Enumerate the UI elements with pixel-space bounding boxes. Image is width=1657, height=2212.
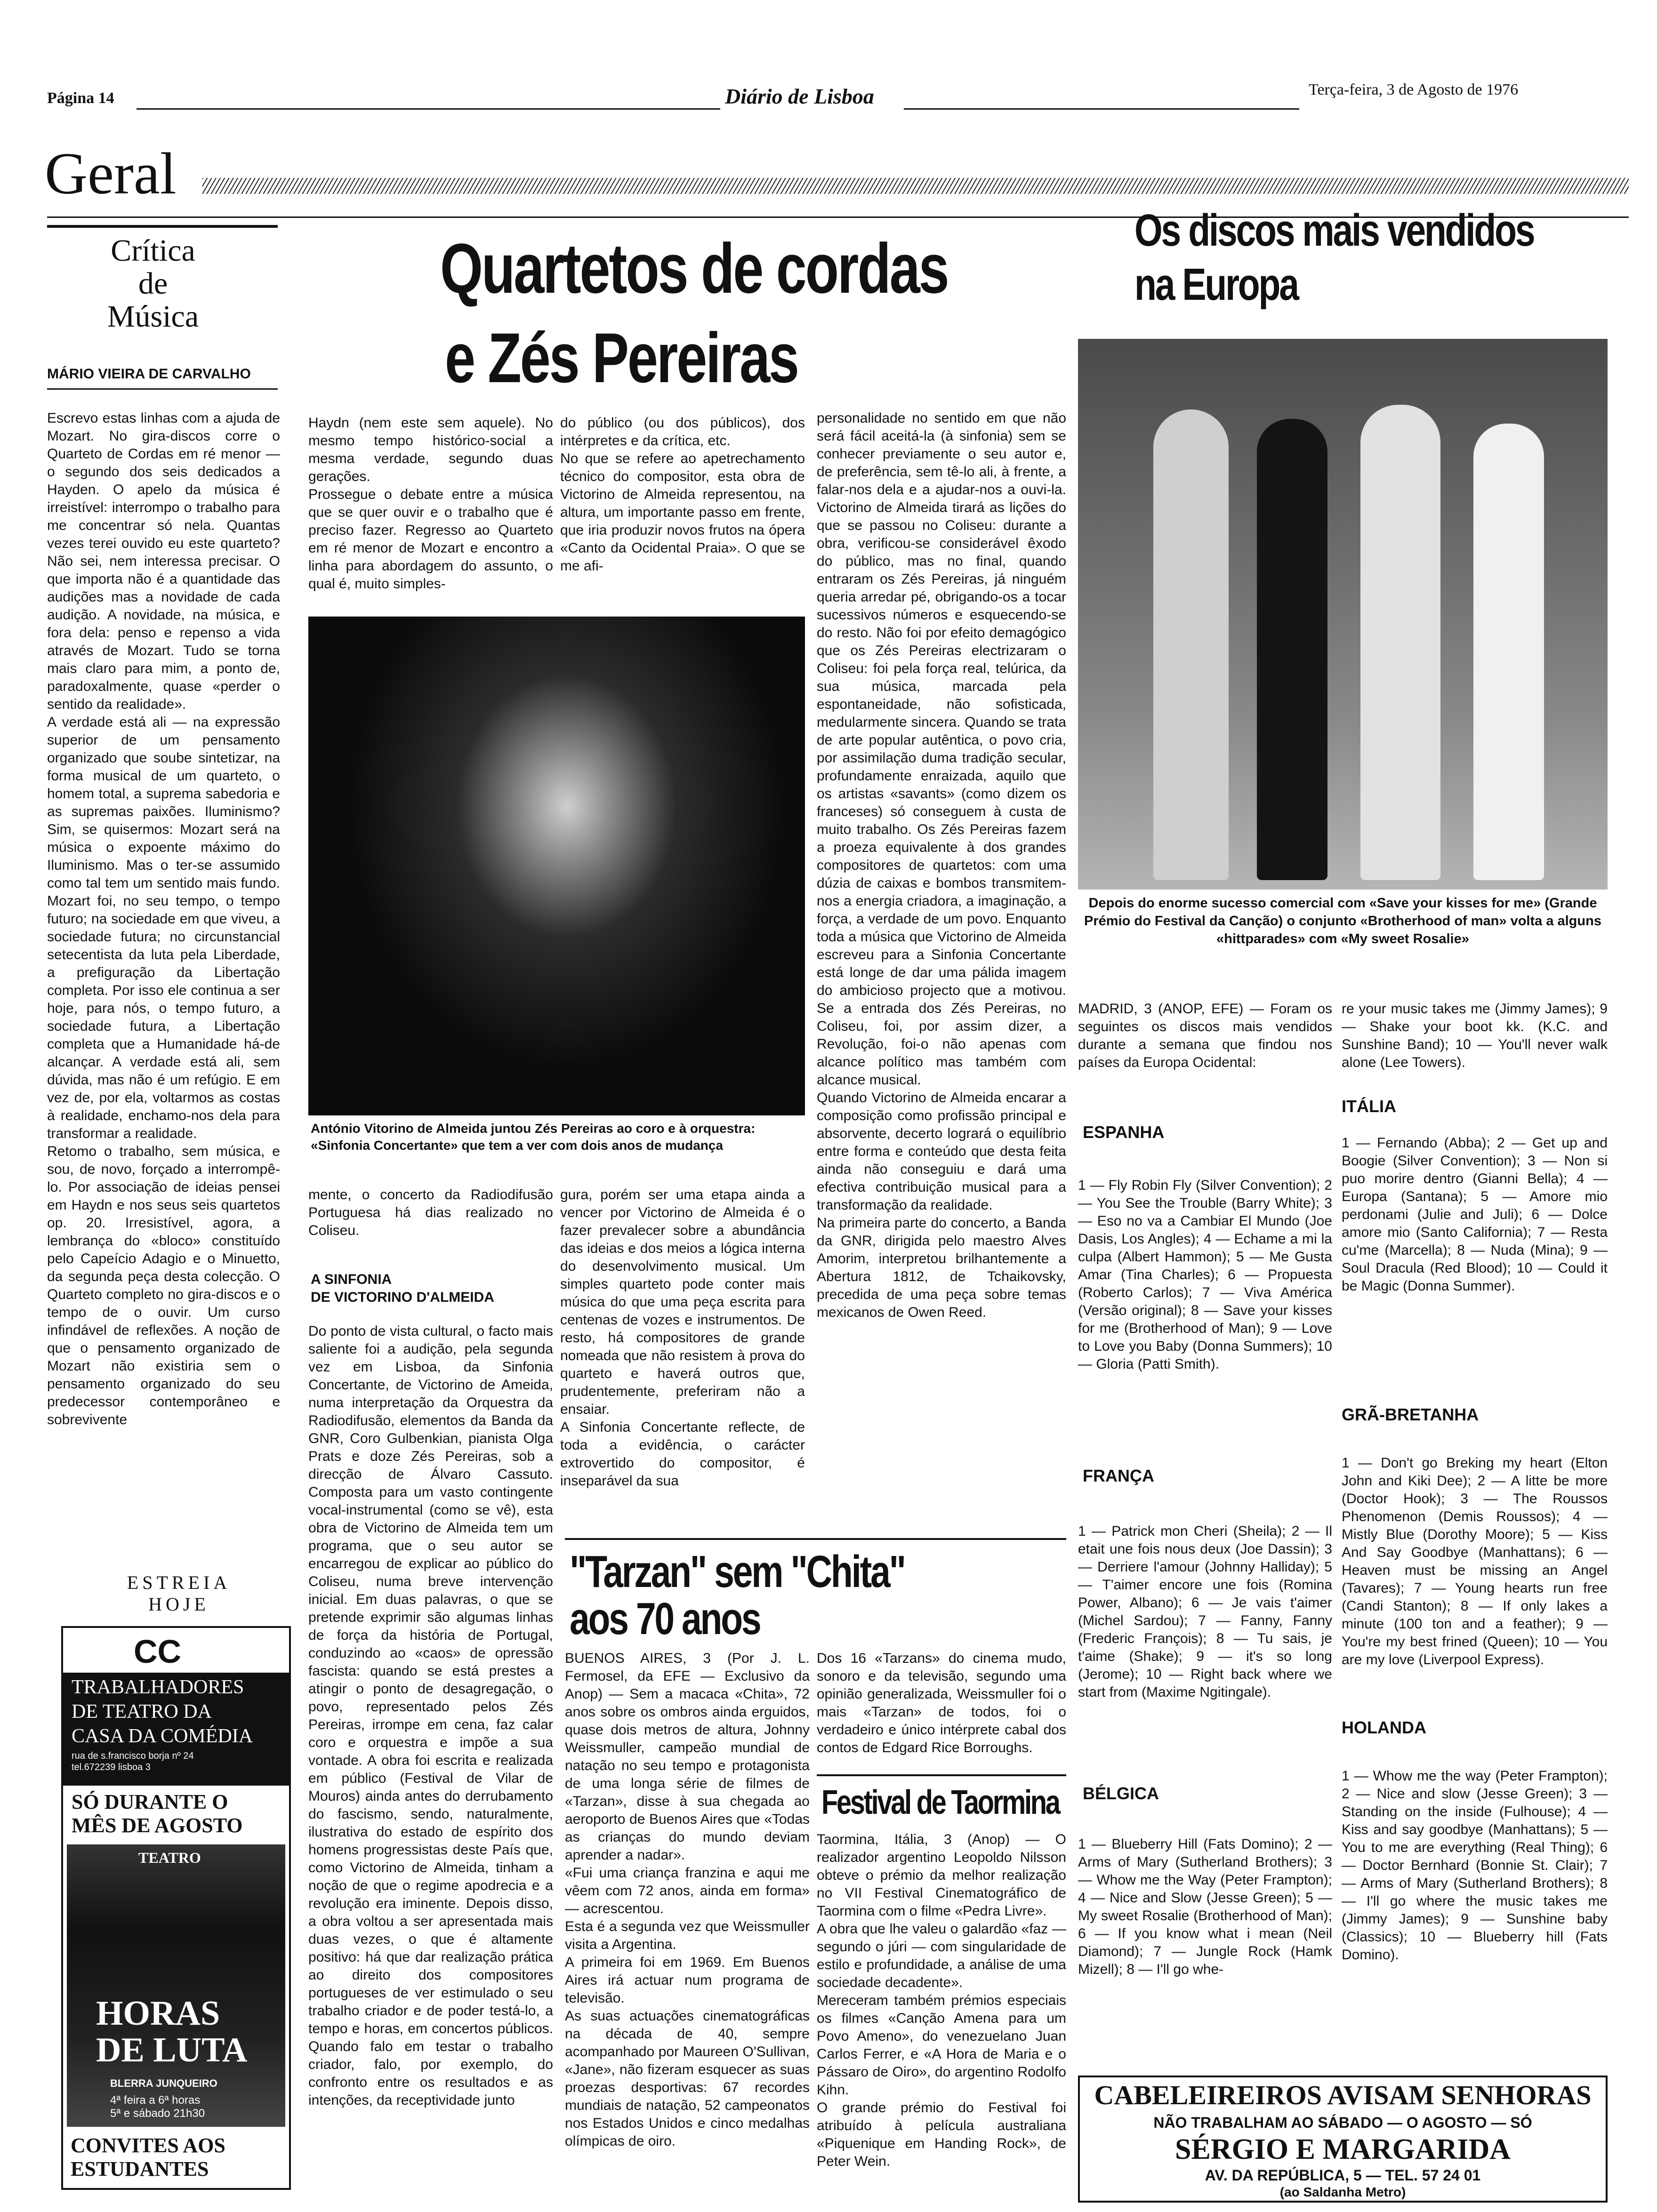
belgica-heading: BÉLGICA: [1083, 1784, 1159, 1803]
discos-intro: MADRID, 3 (ANOP, EFE) — Foram os seguintes os discos mais vendidos durante a semana que findou nos países da Europa Ocidental:: [1078, 1001, 1332, 1070]
ad-teatro: [61, 1626, 291, 2190]
italia-heading: ITÁLIA: [1342, 1097, 1396, 1116]
belgica-list: 1 — Blueberry Hill (Fats Domino); 2 — Arms of Mary (Sutherland Brothers); 3 — Whow me the Way (Peter Frampton); 4 — Nice and Slow (Jesse Green); 5 — My sweet Rosalie (Brotherhood of Man); 6 — If you know what i mean (Neil Diamond); 7 — Jungle Rock (Hamk Mizell); 8 — I'll go whe-: [1078, 1836, 1332, 1977]
ad-teatro-dates: SÓ DURANTE O MÊS DE AGOSTO: [72, 1790, 243, 1837]
kicker-rule: [47, 225, 278, 228]
ad-cab-line4: AV. DA REPÚBLICA, 5 — TEL. 57 24 01: [1205, 2167, 1481, 2184]
figure-4: [1473, 424, 1544, 880]
figure-3: [1360, 405, 1440, 880]
header-rule-right: [904, 108, 1299, 110]
ad-cab-line1: CABELEIREIROS AVISAM SENHORAS: [1094, 2080, 1592, 2110]
espanha-heading: ESPANHA: [1083, 1122, 1165, 1142]
espanha-list: 1 — Fly Robin Fly (Silver Convention); 2 — You See the Trouble (Barry White); 3 — Eso no va a Cambiar El Mundo (Joe Dasis, Los Angles); 4 — Echame a mi la culpa (Albert Hammon); 5 — Me Gusta Amar (Tina Charles); 6 — Propuesta (Roberto Carlos); 7 — Viva América (Versão original); 8 — Save your kisses for me (Brotherhood of Man); 9 — Love to Love you Baby (Donna Summers); 10 — Gloria (Patti Smith).: [1078, 1178, 1332, 1372]
byline: MÁRIO VIEIRA DE CARVALHO: [47, 366, 251, 382]
photo-victorino-caption: António Vitorino de Almeida juntou Zés Pereiras ao coro e à orquestra: «Sinfonia Concertante» que tem a ver com dois anos de mudança: [311, 1121, 756, 1153]
gb-heading: GRÃ-BRETANHA: [1342, 1405, 1479, 1424]
ad-estreia: ESTREIA HOJE: [127, 1572, 231, 1615]
critica-col2-bottom-a: mente, o concerto da Radiodifusão Portuguesa há dias realizado no Coliseu.: [308, 1187, 553, 1238]
critica-col1: Escrevo estas linhas com a ajuda de Mozart. No gira-discos corre o Quarteto de Cordas em ré menor — o segundo dos seis dedicados a Hayden. O apelo da música é irreistível: interrompo o trabalho para me concentrar só nela. Quantas vezes terei ouvido eu este quarteto? Não sei, nem interessa precisar. O que importa não é a quantidade das audições mas a novidade de cada audição. A novidade, na música, e fora dela: penso e repenso a vida através de Mozart. Tudo se torna mais claro para mim, a ponto de, paradoxalmente, quase «perder o sentido da realidade». A verdade está ali — na expressão superior de um pensamento organizado que soube sintetizar, na forma musical de um quarteto, o homem total, a suprema sabedoria e as supremas paixões. Iluminismo? Sim, se quisermos: Mozart será na música o expoente máximo do Iluminismo. Mas o ter-se assumido como tal tem um sentido mais fundo. Mozart foi, no seu tempo, o tempo futuro; na sociedade em que viveu, a sociedade futura; no circunstancial setecentista da luta pela Liberdade, a prefiguração da Libertação completa. Por isso ele continua a ser hoje, para nós, o tempo futuro, a sociedade futura, a Libertação completa que a Humanidade há-de alcançar. A verdade está ali, sem dúvida, mas não é um refúgio. E em vez de, por ela, voltarmos as costas à realidade, enchamo-nos dela para transformar a realidade. Retomo o trabalho, sem música, e sou, de novo, forçado a interrompê-lo. Por associação de ideias pensei em Haydn e nos seus seis quartetos op. 20. Irresistível, agora, a lembrança do «bloco» constituído pelo Capeício Adagio e o Minuetto, da segunda peça desta colecção. O Quarteto completo no gira-discos e o tempo de o ouvir. Um curso infindável de reflexões. A noção de que o pensamento organizado de Mozart não existiria sem o pensamento organizado do seu predecessor contemporâneo e sobrevivente: [47, 410, 280, 1427]
photo-brotherhood: [1078, 339, 1608, 890]
section-title: Geral: [45, 141, 177, 207]
critica-col2-bottom-b: Do ponto de vista cultural, o facto mais saliente foi a audição, pela segunda vez em Lisboa, da Sinfonia Concertante, de Victorino de Ameida, numa interpretação da Orquestra da Radiodifusão, elementos da Banda da GNR, Coro Gulbenkian, pianista Olga Prats e doze Zés Pereiras, sob a direcção de Álvaro Cassuto. Composta para um vasto contingente vocal-instrumental (como se vê), esta obra de Victorino de Almeida tem um programa, que o seu autor se encarregou de explicar ao público do Coliseu, numa breve intervenção inicial. Em duas palavras, o que se pretende exprimir são algumas linhas de força da história de Portugal, conduzindo ao «caos» de opressão fascista: quando se está prestes a atingir o ponto de desagregação, o povo, representado pelos Zés Pereiras, irrompe em cena, faz calar coro e orquestra e impõe a sua vontade. A obra foi escrita e realizada em público (Festival de Vilar de Mouros) ainda antes do derrubamento do fascismo, sendo, naturalmente, ilustrativa do estado de espírito dos homens progressistas deste País que, como Victorino de Almeida, tinham a noção de que o regime apodrecia e a revolução era iminente. Depois disso, a obra voltou a ser apresentada mais duas vezes, o que é altamente positivo: há que dar realização prática ao direito dos compositores portugueses de ver estimulado o seu trabalho criador e de poder testá-lo, a tempo e horas, em concertos públicos. Quando falo em testar o trabalho criador, falo, por exemplo, do confronto entre os resultados e as intenções, da receptividade junto: [308, 1323, 553, 2108]
ad-teatro-title: TRABALHADORES DE TEATRO DA CASA DA COMÉDIA: [72, 1676, 253, 1747]
holanda-heading: HOLANDA: [1342, 1718, 1426, 1737]
ad-teatro-address: rua de s.francisco borja nº 24 tel.672239 lisboa 3: [72, 1751, 194, 1772]
critica-col4: personalidade no sentido em que não será fácil aceitá-la (à sinfonia) sem se conhecer previamente o seu autor e, de preferência, sem tê-lo ali, à frente, a falar-nos dela e a ajudar-nos a ouvi-la. Victorino de Almeida tirará as lições do que se passou no Coliseu: durante a obra, verificou-se considerável êxodo do público, mas no final, quando entraram os Zés Pereiras, já ninguém queria arredar pé, obrigando-os a tocar sucessivos números e esquecendo-se do resto. Não foi por efeito demagógico que os Zés Pereiras electrizaram o Coliseu: foi pela força real, telúrica, da sua música, marcada pela espontaneidade, não sofisticada, medularmente sincera. Quando se trata de arte popular autêntica, o povo cria, por assimilação duma tradição secular, profundamente enraizada, aquilo que os artistas «savants» (como dizem os franceses) só conseguem à custa de muito trabalho. Os Zés Pereiras fazem a proeza equivalente à dos grandes compositores de quartetos: com uma dúzia de caixas e bombos transmitem-nos a energia criadora, a imaginação, a força, a verdade de um povo. Enquanto toda a música que Victorino de Almeida escreveu para a Sinfonia Concertante está longe de dar uma pálida imagem do ambicioso projecto que a motivou. Se a entrada dos Zés Pereiras, no Coliseu, foi, por assim dizer, a Revolução, foi-o não apenas com alcance político mas também com alcance musical. Quando Victorino de Almeida encarar a composição como profissão principal e absorvente, decerto logrará o equilíbrio entre forma e conteúdo que desta feita ainda não conseguiu e dará uma efectiva contribuição musical para a transformação da realidade. Na primeira parte do concerto, a Banda da GNR, dirigida pelo maestro Alves Amorim, interpretou brilhantemente a Abertura 1812, de Tchaikovsky, precedida de uma peça sobre temas mexicanos de Owen Reed.: [817, 410, 1066, 1320]
ad-cabeleireiros: [1078, 2076, 1608, 2203]
headline-quartetos-1: Quartetos de cordas: [440, 229, 948, 308]
franca-list: 1 — Patrick mon Cheri (Sheila); 2 — Il etait une fois nous deux (Joe Dassin); 3 — Derriere l'amour (Johnny Halliday); 5 — T'aimer encore une fois (Romina Power, Albano); 6 — Je vais t'aimer (Michel Sardou); 7 — Fanny, Fanny (Frederic François); 8 — Tu sais, je t'aime (Shake); 9 — it's so long (Jerome); 10 — Right back where we start from (Maxime Ngitingale).: [1078, 1523, 1332, 1700]
issue-date: Terça-feira, 3 de Agosto de 1976: [1309, 81, 1519, 98]
discos-col2-top: re your music takes me (Jimmy James); 9 — Shake your boot kk. (K.C. and Sunshine Band); 10 — You'll never walk alone (Lee Towers).: [1342, 1001, 1608, 1070]
ad-teatro-play: HORAS DE LUTA: [96, 1994, 248, 2069]
italia-list: 1 — Fernando (Abba); 2 — Get up and Boogie (Silver Convention); 3 — Non si puo morire dentro (Gianni Bella); 4 — Europa (Santana); 5 — Amore mio perdonami (Julie and Juli); 6 — Dolce amore mio (Santo California); 7 — Resta cu'me (Marcella); 8 — Nuda (Mina); 9 — Soul Dracula (Red Blood); 10 — Could it be Magic (Donna Summer).: [1342, 1135, 1608, 1294]
tarzan-col2: Dos 16 «Tarzans» do cinema mudo, sonoro e da televisão, segundo uma opinião generalizada, Weissmuller foi o mais «Tarzan» de todos, foi o verdadeiro e único intérprete cabal dos contos de Edgard Rice Borroughs.: [817, 1651, 1066, 1755]
page-number: Página 14: [47, 89, 114, 107]
photo-brotherhood-caption: Depois do enorme sucesso comercial com «Save your kisses for me» (Grande Prémio do Festival da Canção) o conjunto «Brotherhood of man» volta a alguns «hittparades» com «My sweet Rosalie»: [1084, 896, 1601, 946]
byline-rule: [47, 388, 278, 390]
franca-heading: FRANÇA: [1083, 1466, 1154, 1485]
headline-discos-1: Os discos mais vendidos: [1134, 205, 1534, 256]
holanda-list: 1 — Whow me the way (Peter Frampton); 2 — Nice and slow (Jesse Green); 3 — Standing on the inside (Fulhouse); 4 — Kiss and say goodbye (Manhattans); 5 — You to me are everything (Real Thing); 6 — Doctor Bernhard (Bonnie St. Clair); 7 — Arms of Mary (Sutherland Brothers); 8 — I'll go where the music takes me (Jimmy James); 9 — Sunshine baby (Classics); 10 — Blueberry hill (Fats Domino).: [1342, 1768, 1608, 1963]
photo-victorino: [308, 617, 805, 1115]
headline-discos-2: na Europa: [1134, 259, 1298, 310]
headline-tarzan-1: "Tarzan" sem "Chita": [570, 1547, 905, 1597]
critica-col3-bottom: gura, porém ser uma etapa ainda a vencer por Victorino de Almeida é o fazer prevalecer sobre a abundância das ideias e dos meios a lógica interna do desenvolvimento musical. Um simples quarteto pode conter mais música do que uma peça escrita para centenas de vozes e instrumentos. De resto, há compositores de grande nomeada que não resistem à prova do quarteto e haverá outros que, prudentemente, preferiram não a ensaiar. A Sinfonia Concertante reflecte, de toda a evidência, o carácter extrovertido do compositor, é inseparável da sua: [560, 1187, 805, 1489]
masthead: Diário de Lisboa: [725, 84, 874, 108]
gb-list: 1 — Don't go Breking my heart (Elton John and Kiki Dee); 2 — A litte be more (Doctor Hook); 3 — The Roussos Phenomenon (Demis Roussos); 4 — Mistly Blue (Dorothy Moore); 5 — Kiss And Say Goodbye (Manhattans); 6 — Heaven must be missing an Angel (Tavares); 7 — Young hearts run free (Candi Stanton); 8 — If only lakes a minute (100 ton and a feather); 9 — You're my best frined (Queen); 10 — You are my love (Liverpool Express).: [1342, 1455, 1608, 1667]
tarzan-col1: BUENOS AIRES, 3 (Por J. L. Fermosel, da EFE — Exclusivo da Anop) — Sem a macaca «Chita», 72 anos sobre os ombros ainda erguidos, quase dois metros de altura, Johnny Weissmuller, campeão mundial de natação no seu tempo e protagonista de uma longa série de filmes de «Tarzan», disse à sua chegada ao aeroporto de Buenos Aires que «Todas as crianças do mundo deviam aprender a nadar». «Fui uma criança franzina e aqui me vêem com 72 anos, ainda em forma» — acrescentou. Esta é a segunda vez que Weissmuller visita a Argentina. A primeira foi em 1969. Em Buenos Aires irá actuar num programa de televisão. As suas actuações cinematográficas na década de 40, sempre acompanhado por Maureen O'Sullivan, «Jane», não fizeram esquecer as suas proezas desportivas: 67 recordes mundiais de natação, 52 campeonatos nos Estados Unidos e cinco medalhas olímpicas de oiro.: [565, 1651, 810, 2149]
critica-subhead: A SINFONIA DE VICTORINO D'ALMEIDA: [311, 1272, 494, 1305]
ad-teatro-label: TEATRO: [138, 1849, 201, 1866]
ad-teatro-convites: CONVITES AOS ESTUDANTES: [71, 2134, 225, 2180]
header-rule-left: [137, 108, 720, 110]
headline-taormina: Festival de Taormina: [821, 1784, 1059, 1821]
ad-cab-line3: SÉRGIO E MARGARIDA: [1174, 2133, 1511, 2165]
figure-2: [1257, 419, 1327, 880]
ad-cab-line2: NÃO TRABALHAM AO SÁBADO — O AGOSTO — SÓ: [1153, 2114, 1532, 2131]
ad-teatro-show: 4ª feira a 6ª horas 5ª e sábado 21h30: [110, 2094, 205, 2120]
headline-tarzan-2: aos 70 anos: [570, 1594, 760, 1644]
tarzan-rule: [565, 1538, 1066, 1540]
ad-cab-line5: (ao Saldanha Metro): [1279, 2185, 1406, 2199]
taormina-rule: [817, 1774, 1066, 1776]
headline-quartetos-2: e Zés Pereiras: [445, 318, 798, 397]
section-hatch: [202, 178, 1629, 194]
kicker: Crítica de Música: [107, 233, 199, 334]
critica-col3-top: do público (ou dos públicos), dos intérpretes e da crítica, etc. No que se refere ao apetrechamento técnico do compositor, esta obra de Victorino de Almeida representou, na altura, um importante passo em frente, que iria produzir novos frutos na ópera «Canto da Ocidental Praia». O que se me afi-: [560, 415, 805, 574]
taormina-body: Taormina, Itália, 3 (Anop) — O realizador argentino Leopoldo Nilsson obteve o prémio da melhor realização no VII Festival Cinematográfico de Taormina com o filme «Pedra Livre». A obra que lhe valeu o galardão «faz — segundo o júri — com singularidade de estilo e profundidade, a análise de uma sociedade decadente». Mereceram também prémios especiais os filmes «Canção Amena para um Povo Ameno», do venezuelano Juan Carlos Ferrer, e «A Hora de Maria e o Pássaro de Oiro», do argentino Rodolfo Kihn. O grande prémio do Festival foi atribuído à película australiana «Piquenique em Handing Rock», de Peter Wein.: [817, 1832, 1066, 2169]
ad-teatro-logo: CC: [134, 1633, 182, 1670]
ad-teatro-author: BLERRA JUNQUEIRO: [110, 2077, 217, 2089]
critica-col2-top: Haydn (nem este sem aquele). No mesmo tempo histórico-social a mesma verdade, segundo duas gerações. Prossegue o debate entre a música que se quer ouvir e o trabalho que é preciso fazer. Regresso ao Quarteto em ré menor de Mozart e encontro a linha para abordagem do assunto, o qual é, muito simples-: [308, 415, 553, 592]
figure-1: [1153, 409, 1229, 880]
